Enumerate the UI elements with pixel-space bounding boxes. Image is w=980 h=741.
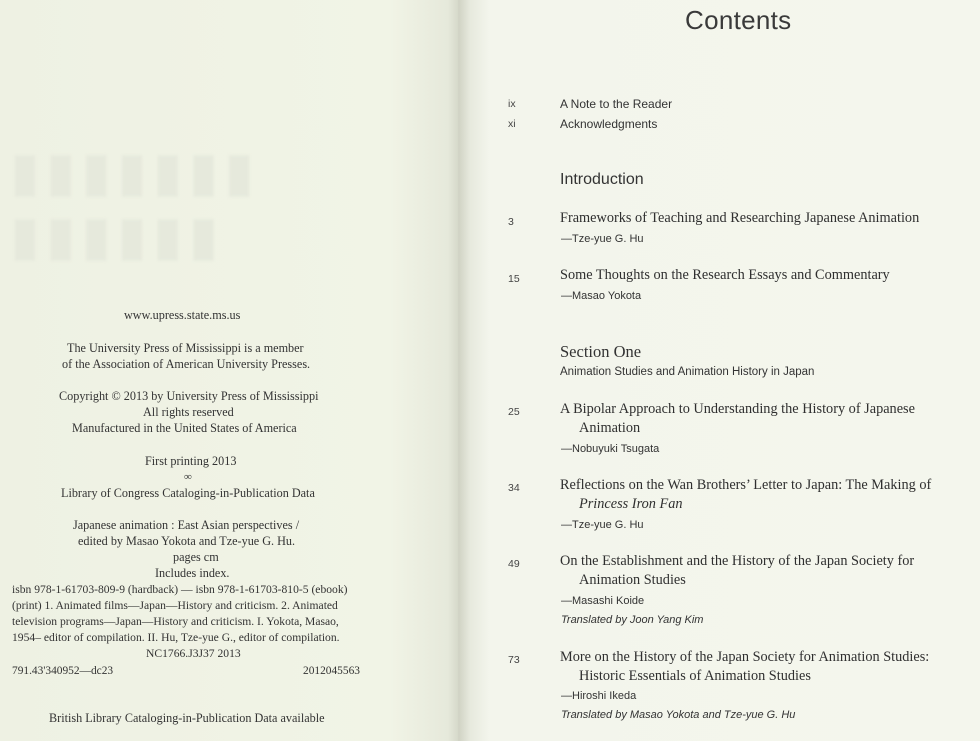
toc-page-number: 3 — [508, 216, 514, 228]
toc-entry-author: —Tze-yue G. Hu — [561, 519, 644, 531]
toc-entry-translator: Translated by Masao Yokota and Tze-yue G. Hu — [561, 709, 796, 721]
toc-entry-acknowledgments[interactable]: Acknowledgments — [560, 117, 658, 131]
copyright-page — [0, 0, 458, 741]
isbn-line: isbn 978-1-61703-809-9 (hardback) — isbn 978-1-61703-810-5 (ebook) — [12, 583, 348, 596]
copyright-line: Copyright © 2013 by University Press of Mississippi — [59, 389, 319, 403]
book-gutter — [448, 0, 470, 741]
toc-entry-author: —Tze-yue G. Hu — [561, 233, 644, 245]
membership-line-2: of the Association of American University Presses. — [62, 357, 311, 371]
contents-title: Contents — [685, 5, 792, 35]
cip-title-line: Japanese animation : East Asian perspectives / — [73, 518, 300, 532]
dewey-classification: 791.43'340952—dc23 — [12, 665, 114, 677]
toc-entry-title-continued: Animation — [579, 420, 641, 436]
toc-entry-author: —Masao Yokota — [561, 290, 642, 302]
call-number: NC1766.J3J37 2013 — [146, 647, 241, 660]
toc-entry-author: —Nobuyuki Tsugata — [561, 443, 660, 455]
toc-entry-author: —Masashi Koide — [561, 595, 645, 607]
subject-line-3: 1954– editor of compilation. II. Hu, Tze-yue G., editor of compilation. — [12, 631, 340, 644]
toc-page-number: 25 — [508, 406, 520, 418]
membership-line-1: The University Press of Mississippi is a member — [67, 341, 304, 355]
toc-entry-note-to-reader[interactable]: A Note to the Reader — [560, 97, 673, 111]
toc-page-number: 49 — [508, 558, 520, 570]
cip-editors-line: edited by Masao Yokota and Tze-yue G. Hu. — [78, 534, 296, 548]
toc-entry-title[interactable]: Some Thoughts on the Research Essays and Commentary — [560, 267, 890, 283]
toc-page-number: xi — [508, 118, 516, 130]
manufactured-line: Manufactured in the United States of America — [72, 421, 297, 435]
toc-entry-title[interactable]: On the Establishment and the History of the Japan Society for — [560, 553, 915, 569]
section-one-heading: Section One — [560, 342, 642, 361]
introduction-heading: Introduction — [560, 171, 644, 188]
toc-page-number: 73 — [508, 654, 520, 666]
bleed-through-decoration: ▮▮▮▮▮▮▮ ▮▮▮▮▮▮ — [10, 142, 261, 266]
british-library-line: British Library Cataloging-in-Publication Data available — [49, 711, 325, 725]
toc-page-number: 34 — [508, 482, 520, 494]
toc-entry-title[interactable]: Frameworks of Teaching and Researching Japanese Animation — [560, 210, 920, 226]
toc-entry-title[interactable]: Reflections on the Wan Brothers’ Letter to Japan: The Making of — [560, 477, 932, 493]
toc-entry-title-continued: Animation Studies — [579, 572, 686, 588]
subject-line-1: (print) 1. Animated films—Japan—History and criticism. 2. Animated — [12, 599, 338, 612]
section-one-subtitle: Animation Studies and Animation History in Japan — [560, 366, 815, 378]
toc-entry-title-continued: Historic Essentials of Animation Studies — [579, 668, 811, 684]
cip-pages-line: pages cm — [173, 550, 219, 564]
subject-line-2: television programs—Japan—History and criticism. I. Yokota, Masao, — [12, 615, 339, 628]
toc-page-number: 15 — [508, 273, 520, 285]
toc-page-number: ix — [508, 98, 516, 110]
publisher-website: www.upress.state.ms.us — [124, 308, 241, 322]
first-printing: First printing 2013 — [145, 454, 237, 468]
toc-entry-title[interactable]: A Bipolar Approach to Understanding the History of Japanese — [560, 401, 915, 417]
toc-entry-author: —Hiroshi Ikeda — [561, 690, 637, 702]
rights-reserved: All rights reserved — [143, 405, 234, 419]
toc-entry-title-continued: Princess Iron Fan — [579, 496, 683, 512]
lccn-number: 2012045563 — [303, 665, 360, 677]
toc-entry-translator: Translated by Joon Yang Kim — [561, 614, 704, 626]
cip-heading: Library of Congress Cataloging-in-Publication Data — [61, 486, 315, 500]
cip-index-line: Includes index. — [155, 566, 230, 580]
acid-free-symbol: ∞ — [184, 471, 192, 483]
toc-entry-title[interactable]: More on the History of the Japan Society for Animation Studies: — [560, 649, 930, 665]
